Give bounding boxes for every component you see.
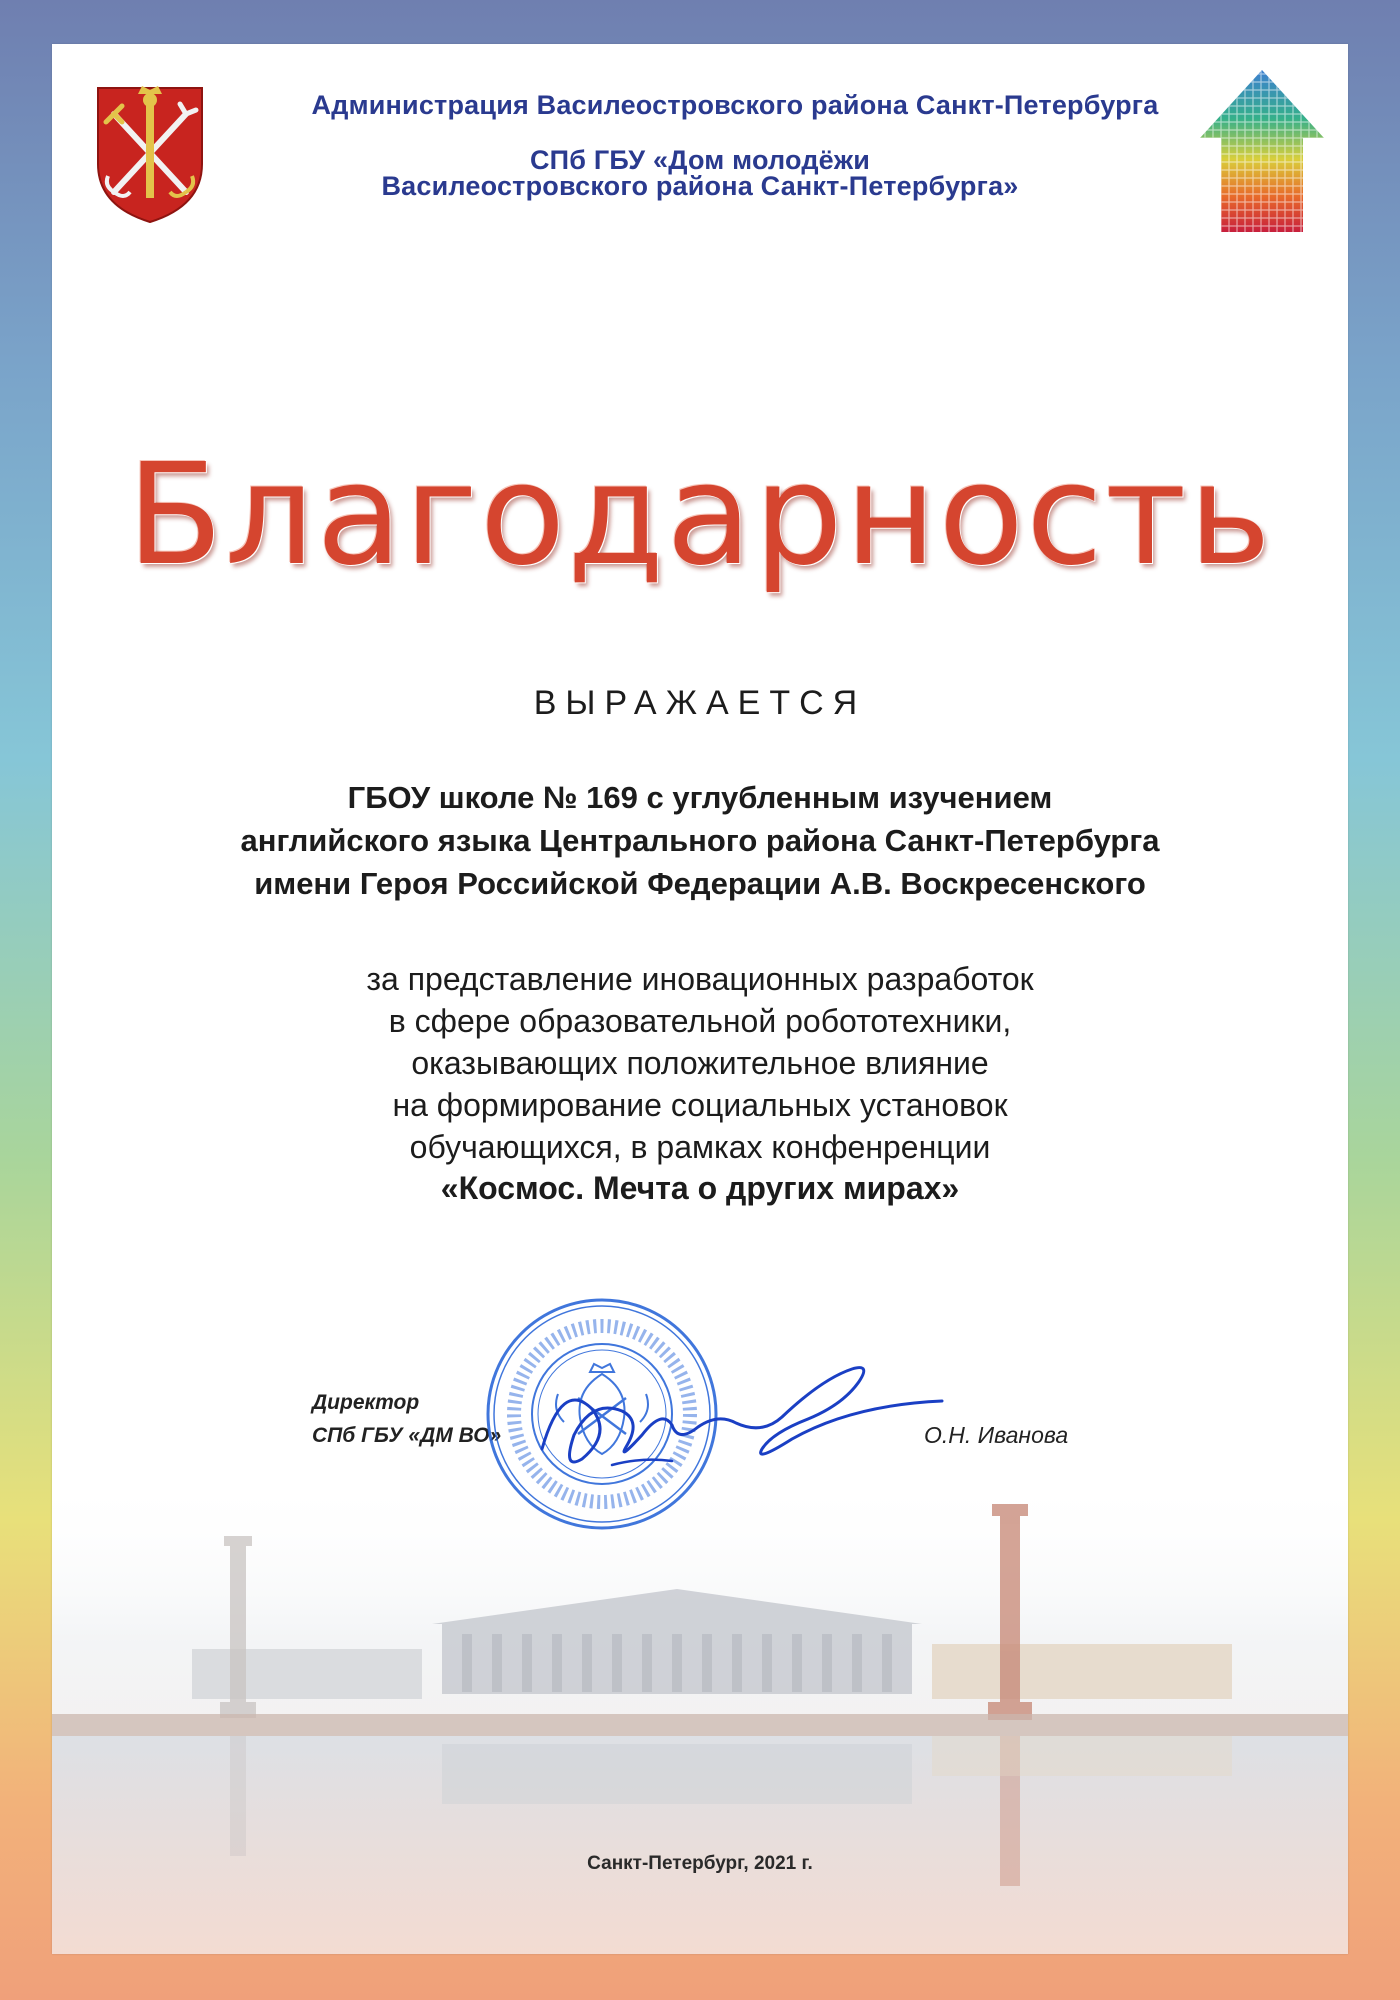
- organization-line-2: Василеостровского района Санкт-Петербурга»: [381, 171, 1019, 201]
- certificate-title: Благодарность: [126, 434, 1274, 597]
- certificate-page: [52, 44, 1348, 1954]
- recipient-block: [92, 776, 1308, 905]
- director-organization: СПб ГБУ «ДМ ВО»: [312, 1424, 502, 1447]
- director-title: Директор: [312, 1391, 420, 1414]
- reason-line: на формирование социальных установок: [392, 1087, 1008, 1123]
- reason-line: за представление иновационных разработок: [366, 961, 1034, 997]
- reason-block: [92, 958, 1308, 1168]
- reason-line: оказывающих положительное влияние: [411, 1045, 989, 1081]
- admin-header: Администрация Василеостровского района Санкт-Петербурга: [311, 90, 1159, 120]
- recipient-line: имени Героя Российской Федерации А.В. Воскресенского: [254, 866, 1146, 901]
- organization-line-1: СПб ГБУ «Дом молодёжи: [529, 145, 871, 175]
- place-and-date: Санкт-Петербург, 2021 г.: [587, 1853, 813, 1874]
- reason-line: в сфере образовательной робототехники,: [388, 1003, 1012, 1039]
- conference-name: «Космос. Мечта о других мирах»: [440, 1170, 960, 1206]
- handwritten-signature: [522, 1339, 962, 1489]
- certificate-subtitle: ВЫРАЖАЕТСЯ: [533, 684, 867, 722]
- director-post: [312, 1386, 501, 1452]
- recipient-line: ГБОУ школе № 169 с углубленным изучением: [347, 780, 1053, 815]
- city-scene-background: [52, 1474, 1348, 1954]
- director-name: О.Н. Иванова: [924, 1422, 1069, 1448]
- recipient-line: английского языка Центрального района Санкт-Петербурга: [240, 823, 1160, 858]
- reason-line: обучающихся, в рамках конфенренции: [409, 1129, 991, 1165]
